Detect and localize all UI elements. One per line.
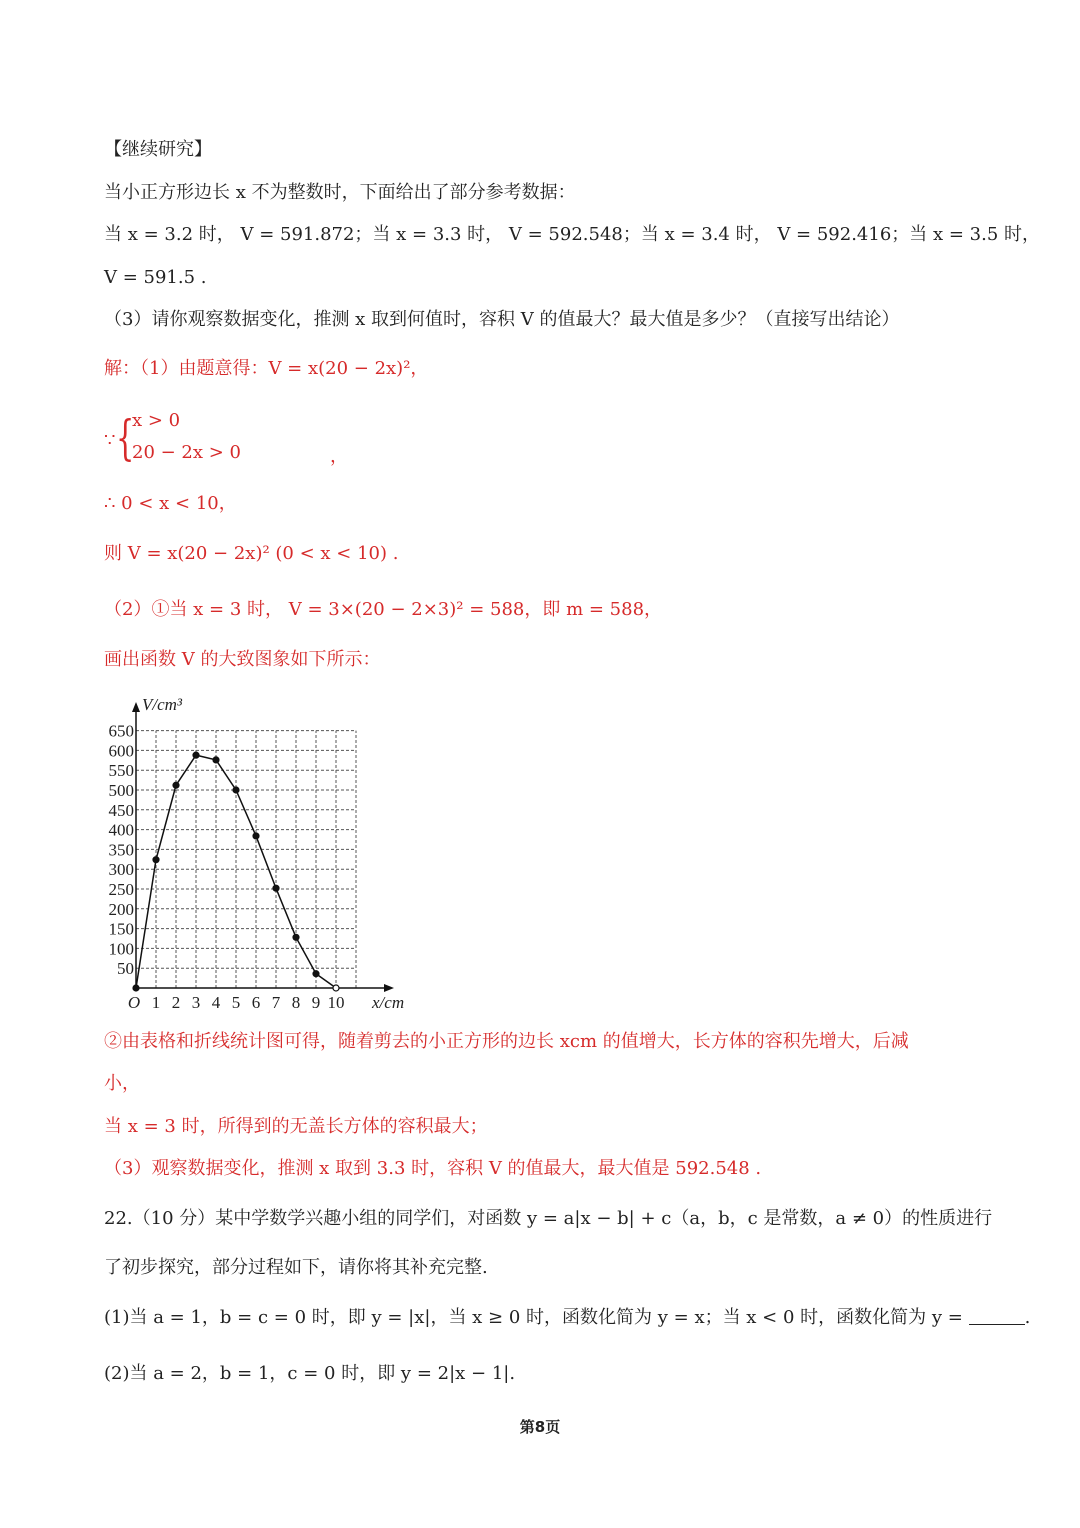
y-tick-label: 550 xyxy=(108,761,134,781)
condition-1: x > 0 xyxy=(132,410,181,431)
y-tick-label: 300 xyxy=(108,860,134,880)
data-line-2: V = 591.5 . xyxy=(104,267,207,288)
x-tick-label: 2 xyxy=(171,993,181,1012)
x-tick-label: 7 xyxy=(271,993,281,1012)
problem-22-part-1 xyxy=(104,1306,1030,1330)
x-tick-label: 10 xyxy=(327,993,345,1012)
y-tick-label: 650 xyxy=(108,721,134,741)
answer-blank[interactable] xyxy=(969,1306,1025,1325)
solution-1: 解：（1）由题意得：V = x(20 − 2x)²， xyxy=(104,358,429,379)
data-point xyxy=(153,857,159,863)
y-tick-label: 350 xyxy=(108,840,134,860)
question-3: （3）请你观察数据变化，推测 x 取到何值时，容积 V 的值最大？最大值是多少？（直接写出结论） xyxy=(104,309,900,330)
y-axis-label: V/cm³ xyxy=(142,695,183,714)
y-axis-arrow-icon xyxy=(132,702,140,712)
data-point xyxy=(213,757,219,763)
data-point xyxy=(293,934,299,940)
x-tick-label: 9 xyxy=(311,993,321,1012)
x-tick-label: 1 xyxy=(151,993,161,1012)
condition-comma: ， xyxy=(330,446,348,467)
y-tick-label: 450 xyxy=(108,800,134,820)
origin-label: O xyxy=(127,993,141,1012)
x-axis-arrow-icon xyxy=(384,984,394,992)
part-1-end: . xyxy=(1024,1307,1031,1328)
conclusion-3: （3）观察数据变化，推测 x 取到 3.3 时，容积 V 的值最大，最大值是 592.548 . xyxy=(104,1158,762,1179)
y-tick-label: 600 xyxy=(108,741,134,761)
draw-graph-line: 画出函数 V 的大致图象如下所示： xyxy=(104,649,381,670)
data-point xyxy=(253,833,259,839)
data-line-1: 当 x = 3.2 时， V = 591.872；当 x = 3.3 时， V = 592.548；当 x = 3.4 时， V = 592.416；当 x = 3.5 时， xyxy=(104,224,1041,245)
then-line: 则 V = x(20 − 2x)² (0 < x < 10) . xyxy=(104,543,399,564)
y-tick-label: 100 xyxy=(108,939,134,959)
y-tick-label: 150 xyxy=(108,919,134,939)
y-tick-label: 250 xyxy=(108,880,134,899)
volume-line-chart xyxy=(98,688,428,1018)
chart-grid xyxy=(136,731,356,988)
condition-2: 20 − 2x > 0 xyxy=(132,442,242,463)
intro-line: 当小正方形边长 x 不为整数时，下面给出了部分参考数据： xyxy=(104,182,576,203)
because-symbol: ∵ xyxy=(104,430,116,451)
data-point xyxy=(173,782,179,788)
data-point xyxy=(233,787,239,793)
y-tick-label: 400 xyxy=(108,820,134,840)
part-1-text: (1)当 a = 1，b = c = 0 时，即 y = |x|，当 x ≥ 0 时，函数化简为 y = x；当 x < 0 时，函数化简为 y = xyxy=(104,1307,963,1328)
data-point xyxy=(273,885,279,891)
x-axis-label: x/cm xyxy=(372,993,405,1012)
conclusion-2b: 小， xyxy=(104,1073,140,1094)
conclusion-2c: 当 x = 3 时，所得到的无盖长方体的容积最大； xyxy=(104,1116,488,1137)
problem-22-part-2: (2)当 a = 2，b = 1，c = 0 时，即 y = 2|x − 1|. xyxy=(104,1363,516,1384)
x-tick-label: 8 xyxy=(291,993,301,1012)
condition-system xyxy=(104,408,348,472)
x-tick-label: 5 xyxy=(231,993,241,1012)
problem-22-line-1: 22.（10 分）某中学数学兴趣小组的同学们，对函数 y = a|x − b| + c（a，b，c 是常数，a ≠ 0）的性质进行 xyxy=(104,1208,993,1229)
y-tick-label: 50 xyxy=(117,959,134,979)
therefore-line: ∴ 0 < x < 10， xyxy=(104,493,237,514)
data-point xyxy=(333,985,339,991)
y-tick-label: 500 xyxy=(108,781,134,800)
problem-22-line-2: 了初步探究，部分过程如下，请你将其补充完整. xyxy=(104,1257,488,1278)
continue-research-header: 【继续研究】 xyxy=(104,139,212,160)
x-tick-label: 6 xyxy=(251,993,261,1012)
page-number: 第8页 xyxy=(519,1418,561,1436)
data-point xyxy=(133,985,139,991)
solution-2: （2）①当 x = 3 时， V = 3×(20 − 2×3)² = 588，即 m = 588， xyxy=(104,599,663,620)
y-tick-label: 200 xyxy=(108,899,134,919)
brace-icon: { xyxy=(116,410,135,466)
x-tick-label: 3 xyxy=(191,993,201,1012)
data-point xyxy=(193,752,199,758)
data-point xyxy=(313,971,319,977)
conclusion-2a: ②由表格和折线统计图可得，随着剪去的小正方形的边长 xcm 的值增大，长方体的容积先增大，后减 xyxy=(104,1031,909,1052)
x-tick-label: 4 xyxy=(211,993,221,1012)
